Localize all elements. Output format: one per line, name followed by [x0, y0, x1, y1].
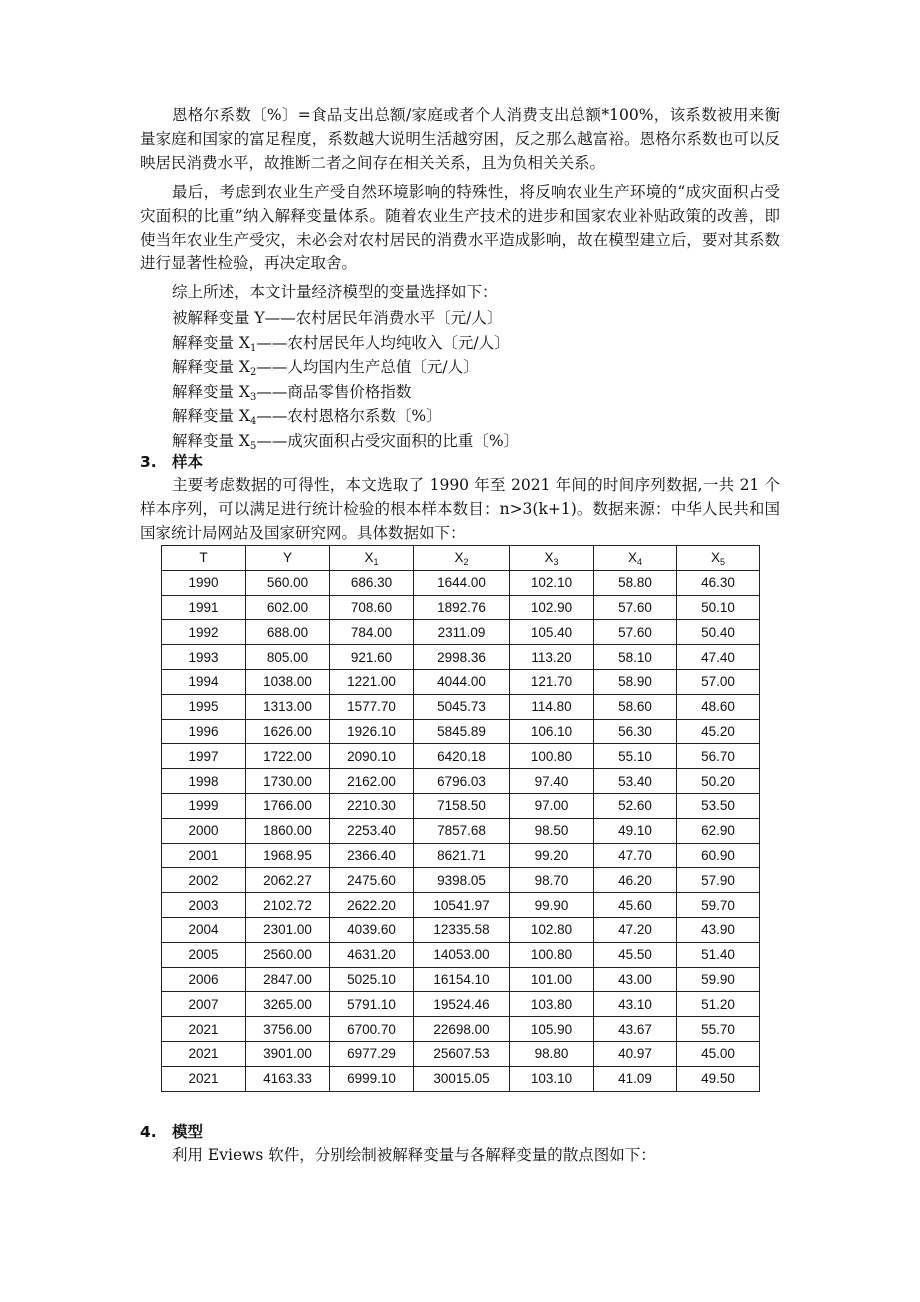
section-heading-model — [140, 1120, 203, 1142]
table-cell: 2021 — [162, 1017, 246, 1042]
table-cell: 47.20 — [594, 917, 677, 942]
table-cell: 62.90 — [677, 818, 760, 843]
table-cell: 2090.10 — [330, 744, 414, 769]
table-cell: 5791.10 — [330, 992, 414, 1017]
table-cell: 59.70 — [677, 893, 760, 918]
column-header — [162, 546, 246, 571]
table-cell: 1968.95 — [246, 843, 330, 868]
column-header — [414, 546, 510, 571]
table-cell: 1997 — [162, 744, 246, 769]
table-cell: 2003 — [162, 893, 246, 918]
table-cell: 121.70 — [510, 669, 594, 694]
table-cell: 97.00 — [510, 793, 594, 818]
table-cell: 53.40 — [594, 769, 677, 794]
table-row — [162, 942, 760, 967]
table-cell: 6796.03 — [414, 769, 510, 794]
table-cell: 51.20 — [677, 992, 760, 1017]
column-header — [594, 546, 677, 571]
table-cell: 102.90 — [510, 595, 594, 620]
table-cell: 45.20 — [677, 719, 760, 744]
table-cell: 59.90 — [677, 967, 760, 992]
column-header — [677, 546, 760, 571]
table-row — [162, 818, 760, 843]
table-row — [162, 669, 760, 694]
table-cell: 55.70 — [677, 1017, 760, 1042]
table-cell: 10541.97 — [414, 893, 510, 918]
table-cell: 6999.10 — [330, 1066, 414, 1091]
table-cell: 1860.00 — [246, 818, 330, 843]
table-cell: 1999 — [162, 793, 246, 818]
table-cell: 43.10 — [594, 992, 677, 1017]
table-cell: 7857.68 — [414, 818, 510, 843]
table-cell: 45.50 — [594, 942, 677, 967]
table-row — [162, 992, 760, 1017]
column-header-label: X — [364, 550, 374, 566]
table-cell: 52.60 — [594, 793, 677, 818]
table-cell: 105.40 — [510, 620, 594, 645]
table-cell: 1993 — [162, 645, 246, 670]
table-cell: 1996 — [162, 719, 246, 744]
variable-line — [172, 306, 502, 330]
table-cell: 2002 — [162, 868, 246, 893]
table-cell: 2560.00 — [246, 942, 330, 967]
variable-subscript: 2 — [249, 367, 257, 379]
table-cell: 51.40 — [677, 942, 760, 967]
table-cell: 12335.58 — [414, 917, 510, 942]
table-cell: 103.10 — [510, 1066, 594, 1091]
column-header-subscript: 2 — [463, 557, 469, 568]
table-cell: 43.67 — [594, 1017, 677, 1042]
table-cell: 56.30 — [594, 719, 677, 744]
table-cell: 41.09 — [594, 1066, 677, 1091]
table-cell: 45.60 — [594, 893, 677, 918]
table-cell: 2998.36 — [414, 645, 510, 670]
column-header-label: X — [710, 550, 720, 566]
table-cell: 4044.00 — [414, 669, 510, 694]
table-cell: 98.50 — [510, 818, 594, 843]
column-header — [246, 546, 330, 571]
table-cell: 2311.09 — [414, 620, 510, 645]
table-cell: 1313.00 — [246, 694, 330, 719]
table-cell: 1892.76 — [414, 595, 510, 620]
table-cell: 57.60 — [594, 595, 677, 620]
table-cell: 47.70 — [594, 843, 677, 868]
column-header-subscript: 4 — [637, 557, 643, 568]
table-cell: 8621.71 — [414, 843, 510, 868]
table-cell: 5025.10 — [330, 967, 414, 992]
table-cell: 49.10 — [594, 818, 677, 843]
table-cell: 58.90 — [594, 669, 677, 694]
table-cell: 1990 — [162, 570, 246, 595]
data-table — [161, 545, 760, 1092]
table-cell: 43.90 — [677, 917, 760, 942]
table-cell: 22698.00 — [414, 1017, 510, 1042]
table-cell: 2622.20 — [330, 893, 414, 918]
table-cell: 102.10 — [510, 570, 594, 595]
column-header-subscript: 5 — [720, 557, 726, 568]
column-header-label: X — [454, 550, 464, 566]
table-cell: 16154.10 — [414, 967, 510, 992]
table-cell: 60.90 — [677, 843, 760, 868]
variable-subscript: 5 — [249, 441, 257, 452]
table-cell: 43.00 — [594, 967, 677, 992]
table-row — [162, 694, 760, 719]
table-cell: 5045.73 — [414, 694, 510, 719]
table-cell: 1221.00 — [330, 669, 414, 694]
section-heading-sample — [140, 450, 203, 472]
table-row — [162, 967, 760, 992]
table-cell: 4631.20 — [330, 942, 414, 967]
variable-symbol: 解释变量 X — [172, 407, 250, 426]
variable-symbol: 解释变量 X — [172, 358, 250, 377]
table-cell: 25607.53 — [414, 1041, 510, 1066]
table-cell: 49.50 — [677, 1066, 760, 1091]
table-cell: 6977.29 — [330, 1041, 414, 1066]
table-body — [162, 570, 760, 1091]
table-cell: 3901.00 — [246, 1041, 330, 1066]
table-cell: 50.20 — [677, 769, 760, 794]
table-cell: 1998 — [162, 769, 246, 794]
table-cell: 57.00 — [677, 669, 760, 694]
variable-description: ——人均国内生产总值〔元/人〕 — [256, 358, 479, 377]
table-cell: 100.80 — [510, 942, 594, 967]
table-cell: 14053.00 — [414, 942, 510, 967]
table-cell: 1995 — [162, 694, 246, 719]
table-cell: 560.00 — [246, 570, 330, 595]
table-cell: 58.80 — [594, 570, 677, 595]
table-cell: 2366.40 — [330, 843, 414, 868]
table-cell: 58.60 — [594, 694, 677, 719]
variable-line — [172, 380, 411, 404]
table-cell: 2847.00 — [246, 967, 330, 992]
table-cell: 57.60 — [594, 620, 677, 645]
variable-line — [172, 331, 510, 355]
table-cell: 50.40 — [677, 620, 760, 645]
table-cell: 1722.00 — [246, 744, 330, 769]
table-cell: 1992 — [162, 620, 246, 645]
table-cell: 46.20 — [594, 868, 677, 893]
section-title: 样本 — [172, 453, 204, 471]
table-row — [162, 843, 760, 868]
table-cell: 2062.27 — [246, 868, 330, 893]
table-cell: 105.90 — [510, 1017, 594, 1042]
section-title: 模型 — [172, 1123, 204, 1141]
table-cell: 58.10 — [594, 645, 677, 670]
section-number: 4. — [140, 1123, 157, 1141]
table-cell: 1994 — [162, 669, 246, 694]
table-cell: 53.50 — [677, 793, 760, 818]
table-cell: 2021 — [162, 1041, 246, 1066]
table-cell: 1730.00 — [246, 769, 330, 794]
variable-symbol: 解释变量 X — [172, 382, 250, 401]
table-cell: 7158.50 — [414, 793, 510, 818]
table-cell: 1766.00 — [246, 793, 330, 818]
table-cell: 2007 — [162, 992, 246, 1017]
table-cell: 1038.00 — [246, 669, 330, 694]
column-header — [510, 546, 594, 571]
table-row — [162, 719, 760, 744]
table-cell: 9398.05 — [414, 868, 510, 893]
variable-description: ——农村居民年人均纯收入〔元/人〕 — [256, 333, 510, 352]
table-cell: 48.60 — [677, 694, 760, 719]
table-cell: 5845.89 — [414, 719, 510, 744]
variable-line — [172, 355, 479, 379]
table-cell: 2021 — [162, 1066, 246, 1091]
table-cell: 99.20 — [510, 843, 594, 868]
table-cell: 98.70 — [510, 868, 594, 893]
variable-subscript: 1 — [249, 342, 257, 354]
table-cell: 688.00 — [246, 620, 330, 645]
table-row — [162, 769, 760, 794]
table-cell: 1626.00 — [246, 719, 330, 744]
column-header-subscript: 1 — [373, 557, 379, 568]
table-row — [162, 744, 760, 769]
paragraph-disaster-ratio: 最后，考虑到农业生产受自然环境影响的特殊性，将反响农业生产环境的“成灾面积占受灾面积的比重”纳入解释变量体系。随着农业生产技术的进步和国家农业补贴政策的改善，即使当年农业生产受灾，未必会对农村居民的消费水平造成影响，故在模型建立后，要对其系数进行显著性检验，再决定取舍。 — [140, 183, 780, 273]
table-cell: 3756.00 — [246, 1017, 330, 1042]
table-cell: 97.40 — [510, 769, 594, 794]
table-cell: 56.70 — [677, 744, 760, 769]
variable-description: ——商品零售价格指数 — [256, 382, 412, 401]
table-cell: 1577.70 — [330, 694, 414, 719]
table-cell: 102.80 — [510, 917, 594, 942]
variable-symbol: 被解释变量 Y — [172, 309, 265, 327]
variable-subscript: 3 — [249, 391, 257, 403]
column-header-label: X — [627, 550, 637, 566]
table-cell: 686.30 — [330, 570, 414, 595]
table-cell: 103.80 — [510, 992, 594, 1017]
paragraph-data-intro: 主要考虑数据的可得性，本文选取了 1990 年至 2021 年间的时间序列数据,一共 21 个样本序列，可以满足进行统计检验的根本样本数目：n>3(k+1)。数据来源：中华人民共和国国家统计局网站及国家研究网。具体数据如下： — [140, 476, 780, 542]
table-cell: 50.10 — [677, 595, 760, 620]
table-cell: 101.00 — [510, 967, 594, 992]
table-cell: 2301.00 — [246, 917, 330, 942]
table-cell: 4163.33 — [246, 1066, 330, 1091]
column-header-subscript: 3 — [553, 557, 559, 568]
paragraph-summary: 综上所述，本文计量经济模型的变量选择如下： — [172, 283, 498, 301]
table-cell: 2102.72 — [246, 893, 330, 918]
table-cell: 55.10 — [594, 744, 677, 769]
table-cell: 114.80 — [510, 694, 594, 719]
table-cell: 1926.10 — [330, 719, 414, 744]
table-cell: 57.90 — [677, 868, 760, 893]
table-row — [162, 893, 760, 918]
table-row — [162, 917, 760, 942]
table-cell: 2004 — [162, 917, 246, 942]
table-cell: 2000 — [162, 818, 246, 843]
variable-line — [172, 404, 442, 428]
table-cell: 2005 — [162, 942, 246, 967]
table-cell: 3265.00 — [246, 992, 330, 1017]
table-cell: 2006 — [162, 967, 246, 992]
table-row — [162, 620, 760, 645]
variable-description: ——农村恩格尔系数〔%〕 — [256, 407, 442, 426]
table-cell: 805.00 — [246, 645, 330, 670]
table-cell: 113.20 — [510, 645, 594, 670]
table-row — [162, 1017, 760, 1042]
table-cell: 4039.60 — [330, 917, 414, 942]
variable-symbol: 解释变量 X — [172, 432, 250, 450]
column-header-label: X — [544, 550, 554, 566]
table-cell: 46.30 — [677, 570, 760, 595]
table-cell: 708.60 — [330, 595, 414, 620]
column-header-label: T — [199, 550, 208, 566]
table-header-row — [162, 546, 760, 571]
table-cell: 1644.00 — [414, 570, 510, 595]
table-cell: 2001 — [162, 843, 246, 868]
table-row — [162, 868, 760, 893]
table-row — [162, 645, 760, 670]
table-cell: 2162.00 — [330, 769, 414, 794]
table-cell: 921.60 — [330, 645, 414, 670]
table-cell: 100.80 — [510, 744, 594, 769]
table-cell: 40.97 — [594, 1041, 677, 1066]
table-row — [162, 595, 760, 620]
table-cell: 2210.30 — [330, 793, 414, 818]
paragraph-model-intro: 利用 Eviews 软件，分别绘制被解释变量与各解释变量的散点图如下： — [172, 1146, 656, 1164]
variable-symbol: 解释变量 X — [172, 333, 250, 352]
table-cell: 19524.46 — [414, 992, 510, 1017]
table-cell: 2475.60 — [330, 868, 414, 893]
paragraph-engel-definition: 恩格尔系数〔%〕=食品支出总额/家庭或者个人消费支出总额*100%，该系数被用来衡量家庭和国家的富足程度，系数越大说明生活越穷困，反之那么越富裕。恩格尔系数也可以反映居民消费水平，故推断二者之间存在相关关系，且为负相关关系。 — [140, 106, 780, 172]
column-header-label: Y — [282, 550, 292, 566]
table-row — [162, 1066, 760, 1091]
table-cell: 602.00 — [246, 595, 330, 620]
table-row — [162, 793, 760, 818]
table-row — [162, 570, 760, 595]
variable-description: ——农村居民年消费水平〔元/人〕 — [264, 309, 503, 327]
column-header — [330, 546, 414, 571]
table-row — [162, 1041, 760, 1066]
variable-line — [172, 429, 519, 453]
variable-description: ——成灾面积占受灾面积的比重〔%〕 — [256, 432, 520, 450]
table-cell: 1991 — [162, 595, 246, 620]
table-cell: 47.40 — [677, 645, 760, 670]
table-cell: 30015.05 — [414, 1066, 510, 1091]
table-cell: 106.10 — [510, 719, 594, 744]
table-cell: 6420.18 — [414, 744, 510, 769]
section-number: 3. — [140, 453, 157, 471]
variable-subscript: 4 — [249, 416, 257, 428]
table-cell: 98.80 — [510, 1041, 594, 1066]
table-cell: 45.00 — [677, 1041, 760, 1066]
table-cell: 6700.70 — [330, 1017, 414, 1042]
table-cell: 2253.40 — [330, 818, 414, 843]
table-cell: 99.90 — [510, 893, 594, 918]
table-cell: 784.00 — [330, 620, 414, 645]
